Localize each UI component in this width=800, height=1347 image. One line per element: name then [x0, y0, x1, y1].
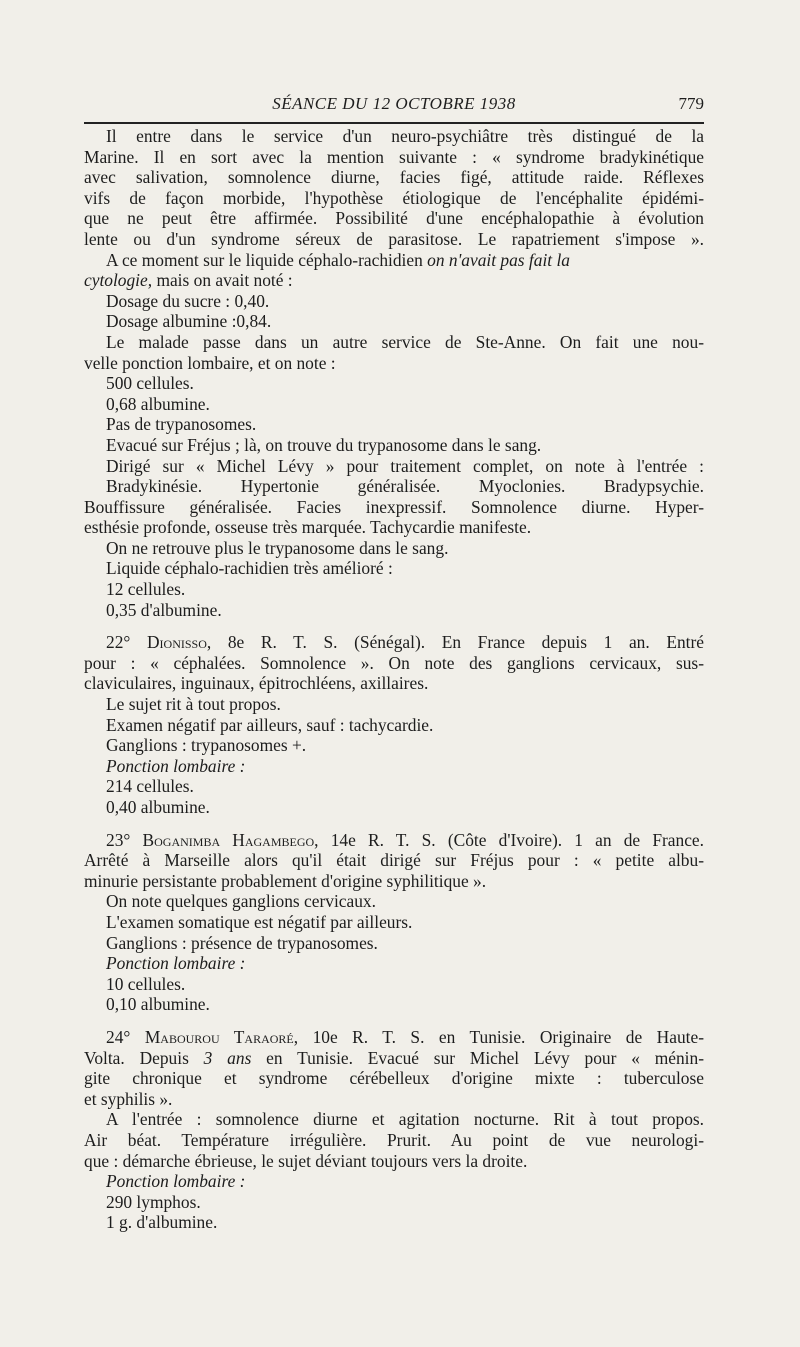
text-line: Dirigé sur « Michel Lévy » pour traitement complet, on note à l'entrée :	[106, 455, 704, 476]
text-line: Examen négatif par ailleurs, sauf : tachycardie.	[106, 714, 434, 735]
text-line: Bouffissure généralisée. Facies inexpressif. Somnolence diurne. Hyper-	[84, 496, 704, 517]
text-line: Marine. Il en sort avec la mention suivante : « syndrome bradykinétique	[84, 146, 704, 167]
text-line: vifs de façon morbide, l'hypothèse étiologique de l'encéphalite épidémi-	[84, 187, 704, 208]
text-line: Dosage du sucre : 0,40.	[106, 290, 270, 311]
text-line: Ganglions : trypanosomes +.	[106, 735, 307, 756]
text-line: L'examen somatique est négatif par ailleurs.	[106, 911, 413, 932]
text-line: pour : « céphalées. Somnolence ». On note des ganglions cervicaux, sus-	[84, 652, 704, 673]
text-line: 12 cellules.	[106, 579, 186, 600]
text-line: Il entre dans le service d'un neuro-psychiâtre très distingué de la	[106, 126, 704, 146]
text-line: 290 lymphos.	[106, 1191, 201, 1212]
case-number: 22°	[106, 632, 147, 653]
text-line	[84, 1048, 704, 1069]
text-line: 1 g. d'albumine.	[106, 1212, 218, 1233]
patient-name: Boganimba Hagambego,	[142, 829, 319, 850]
text-line: Bradykinésie. Hypertonie généralisée. Myoclonies. Bradypsychie.	[106, 476, 704, 497]
header-rule	[84, 122, 704, 124]
case-number: 24°	[106, 1026, 145, 1047]
text-line: 214 cellules.	[106, 776, 194, 797]
text-line: Dosage albumine :0,84.	[106, 311, 272, 332]
text-line: 0,40 albumine.	[106, 797, 210, 817]
text-line: avec salivation, somnolence diurne, facies figé, attitude raide. Réflexes	[84, 167, 704, 188]
text-line: Le sujet rit à tout propos.	[106, 694, 281, 715]
text-line: lente ou d'un syndrome séreux de parasitose. Le rapatriement s'impose ».	[84, 228, 704, 249]
text-line: 0,35 d'albumine.	[106, 599, 222, 620]
text-line: Liquide céphalo-rachidien très amélioré :	[106, 558, 393, 579]
text-line	[84, 250, 704, 271]
line-text: 14e R. T. S. (Côte d'Ivoire). 1 an de France.	[318, 829, 704, 850]
text-line	[84, 270, 704, 291]
text-line: 500 cellules.	[106, 373, 194, 394]
page-number: 779	[678, 94, 704, 113]
case-heading	[84, 830, 704, 851]
patient-name: Dionisso,	[146, 632, 212, 653]
case-heading	[84, 1027, 704, 1048]
line-text: 10e R. T. S. en Tunisie. Originaire de Haute-	[298, 1026, 704, 1047]
text-line: Air béat. Température irrégulière. Prurit. Au point de vue neurologi-	[84, 1129, 704, 1150]
line-text: mais on avait noté :	[152, 270, 293, 291]
case-number: 23°	[106, 829, 143, 850]
italic-subheading: Ponction lombaire :	[106, 1171, 246, 1192]
text-line: claviculaires, inguinaux, épitrochléens, axillaires.	[84, 673, 429, 694]
text-line: 0,10 albumine.	[106, 994, 210, 1015]
text-line: 0,68 albumine.	[106, 393, 210, 414]
text-line: Evacué sur Fréjus ; là, on trouve du trypanosome dans le sang.	[106, 434, 542, 455]
running-head	[84, 92, 704, 116]
italic-phrase: 3 ans	[203, 1047, 252, 1068]
text-line: esthésie profonde, osseuse très marquée. Tachycardie manifeste.	[84, 517, 532, 538]
italic-subheading: Ponction lombaire :	[106, 755, 246, 776]
text-line: minurie persistante probablement d'origine syphilitique ».	[84, 870, 487, 891]
line-text: en Tunisie. Evacué sur Michel Lévy pour « ménin-	[251, 1047, 704, 1068]
text-line: On note quelques ganglions cervicaux.	[106, 891, 376, 912]
patient-name: Mabourou Taraoré,	[144, 1026, 299, 1047]
line-text: Volta. Depuis	[84, 1047, 204, 1068]
text-line: gite chronique et syndrome cérébelleux d'origine mixte : tuberculose	[84, 1068, 704, 1089]
line-text: A ce moment sur le liquide céphalo-rachidien	[106, 249, 423, 270]
text-line: On ne retrouve plus le trypanosome dans le sang.	[106, 537, 449, 558]
text-line: Pas de trypanosomes.	[106, 414, 257, 435]
body-text	[84, 126, 704, 1233]
text-line: Ganglions : présence de trypanosomes.	[106, 932, 378, 953]
text-line: et syphilis ».	[84, 1088, 173, 1109]
text-line: que : démarche ébrieuse, le sujet déviant toujours vers la droite.	[84, 1150, 528, 1171]
case-heading	[84, 632, 704, 653]
italic-phrase: on n'avait pas fait la	[422, 249, 570, 270]
italic-subheading: Ponction lombaire :	[106, 953, 246, 974]
text-line: que ne peut être affirmée. Possibilité d'une encéphalopathie à évolution	[84, 208, 704, 229]
text-line: velle ponction lombaire, et on note :	[84, 352, 336, 373]
text-line: Arrêté à Marseille alors qu'il était dirigé sur Fréjus pour : « petite albu-	[84, 850, 704, 871]
text-line: A l'entrée : somnolence diurne et agitation nocturne. Rit à tout propos.	[106, 1109, 704, 1130]
line-text: 8e R. T. S. (Sénégal). En France depuis 1 an. Entré	[211, 632, 704, 653]
text-line: Le malade passe dans un autre service de Ste-Anne. On fait une nou-	[106, 331, 704, 352]
italic-phrase: cytologie,	[84, 270, 153, 291]
running-title: SÉANCE DU 12 OCTOBRE 1938	[272, 94, 516, 113]
text-line: 10 cellules.	[106, 973, 186, 994]
